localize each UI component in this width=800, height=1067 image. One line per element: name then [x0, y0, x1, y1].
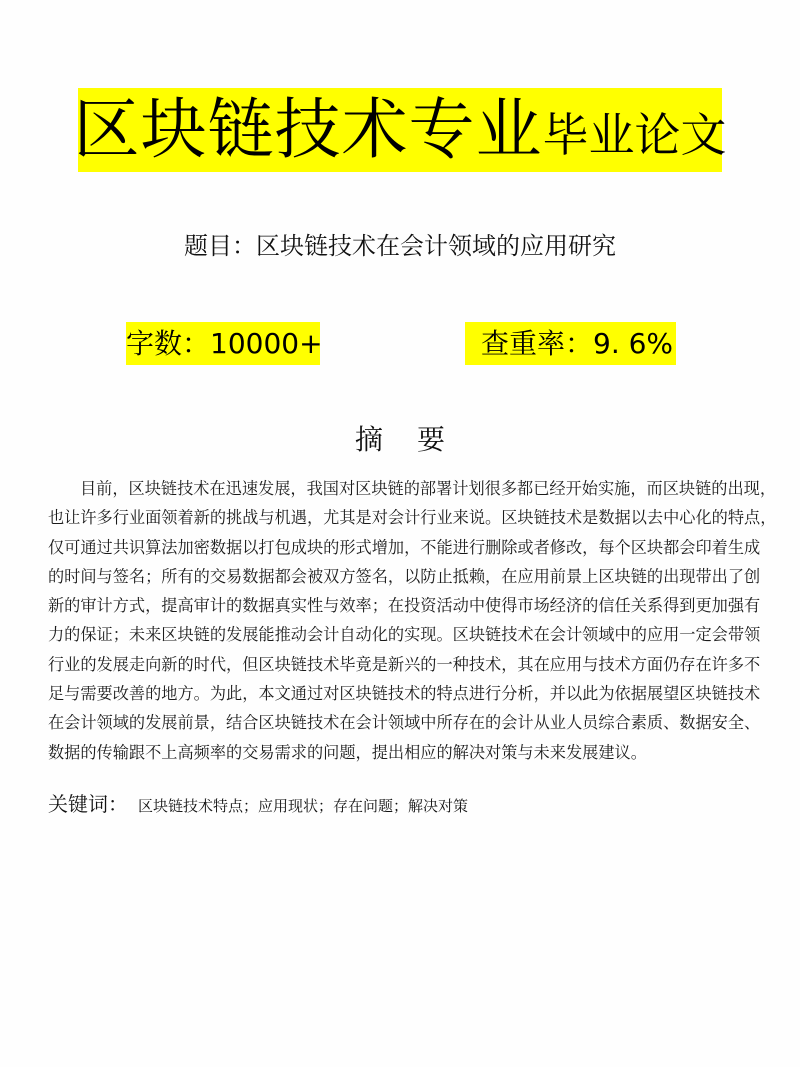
- abstract-line: 新的审计方式，提高审计的数据真实性与效率；在投资活动中使得市场经济的信任关系得到更加强有: [48, 596, 761, 616]
- word-count-badge: 字数：10000+: [126, 322, 320, 365]
- abstract-heading: [0, 418, 800, 462]
- keywords: [48, 790, 468, 820]
- abstract-body: [48, 474, 777, 767]
- abstract-line: 的时间与签名；所有的交易数据都会被双方签名，以防止抵赖，在应用前景上区块链的出现带出了创: [48, 566, 761, 586]
- abstract-line: 也让许多行业面领着新的挑战与机遇，尤其是对会计行业来说。区块链技术是数据以去中心化的特点，: [48, 508, 777, 528]
- abstract-line: 足与需要改善的地方。为此，本文通过对区块链技术的特点进行分析，并以此为依据展望区块链技术: [48, 684, 761, 704]
- abstract-line: 数据的传输跟不上高频率的交易需求的问题，提出相应的解决对策与未来发展建议。: [48, 742, 647, 762]
- abstract-line: 力的保证；未来区块链的发展能推动会计自动化的实现。区块链技术在会计领域中的应用一定会带领: [48, 625, 761, 645]
- abstract-line: 仅可通过共识算法加密数据以打包成块的形式增加，不能进行删除或者修改，每个区块都会印着生成: [48, 537, 761, 557]
- abstract-line: 在会计领域的发展前景，结合区块链技术在会计领域中所存在的会计从业人员综合素质、数据安全、: [48, 713, 761, 733]
- abstract-line: 行业的发展走向新的时代，但区块链技术毕竟是新兴的一种技术，其在应用与技术方面仍存在许多不: [48, 654, 761, 674]
- keywords-value: 区块链技术特点；应用现状；存在问题；解决对策: [138, 797, 469, 815]
- keywords-label: 关键词：: [48, 792, 128, 816]
- abstract-heading-char-2: 要: [417, 423, 446, 456]
- abstract-line: 目前，区块链技术在迅速发展，我国对区块链的部署计划很多都已经开始实施，而区块链的出现，: [80, 479, 777, 498]
- abstract-heading-char-1: 摘: [354, 423, 383, 456]
- title-thesis: 毕业论文: [542, 108, 727, 162]
- duplicate-rate-badge: 查重率：9. 6%: [465, 322, 676, 365]
- title-banner: [73, 88, 727, 172]
- title-major: 区块链技术专业: [73, 91, 543, 168]
- thesis-subject: 题目：区块链技术在会计领域的应用研究: [184, 232, 616, 260]
